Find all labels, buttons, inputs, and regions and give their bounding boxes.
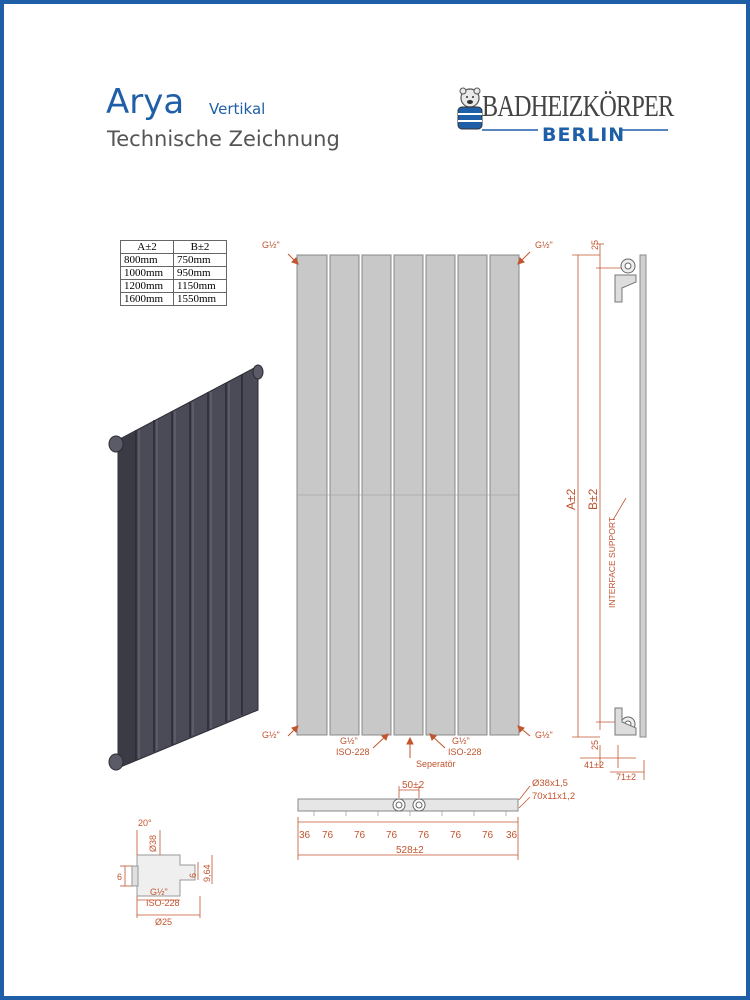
side-height-b: B±2: [586, 488, 600, 510]
side-depth-2: 71±2: [616, 772, 636, 782]
product-title: Arya: [106, 82, 185, 122]
size-table-header-b: B±2: [174, 241, 227, 254]
size-table-cell: 1550mm: [174, 293, 227, 306]
front-connection-bottom-left: G½": [262, 730, 280, 740]
size-table-header-a: A±2: [121, 241, 174, 254]
segment-width: 36: [299, 830, 311, 841]
front-bottom-left-thread: G½": [340, 736, 358, 746]
interface-support-label: INTERFACE SUPPORT: [607, 517, 617, 608]
size-table-cell: 1150mm: [174, 280, 227, 293]
center-distance: 50±2: [402, 780, 425, 791]
top-view: [298, 799, 518, 816]
front-view: [288, 252, 530, 758]
front-bottom-right-standard: ISO-228: [448, 747, 482, 757]
front-connection-bottom-right: G½": [535, 730, 553, 740]
segment-width: 76: [354, 830, 366, 841]
detail-bottom-diameter: Ø25: [155, 917, 173, 927]
detail-thread-1: G½": [150, 887, 168, 897]
detail-pipe-diameter: Ø38: [148, 834, 158, 852]
front-bottom-left-standard: ISO-228: [336, 747, 370, 757]
separator-label: Seperatör: [416, 759, 456, 769]
side-depth-1: 41±2: [584, 760, 604, 770]
total-width: 528±2: [396, 845, 424, 856]
product-subtitle: Vertikal: [209, 100, 266, 118]
segment-width: 36: [506, 830, 518, 841]
side-top-offset: 25: [590, 239, 600, 250]
segment-width: 76: [386, 830, 398, 841]
side-bottom-offset: 25: [590, 739, 600, 750]
detail-angle: 20°: [138, 818, 152, 828]
profile-spec: 70x11x1,2: [532, 791, 576, 802]
detail-left-dim: 6: [117, 872, 123, 882]
side-height-a: A±2: [564, 488, 578, 510]
logo-line-2: BERLIN: [542, 124, 626, 146]
size-table-cell: 1000mm: [121, 267, 174, 280]
size-table-cell: 800mm: [121, 254, 174, 267]
detail-right-dim-1: 6: [188, 872, 198, 878]
side-profile: [615, 255, 646, 737]
size-table-cell: 750mm: [174, 254, 227, 267]
segment-width: 76: [482, 830, 494, 841]
detail-thread-2: ISO-228: [146, 898, 180, 908]
side-view: [572, 244, 644, 780]
segment-width: 76: [450, 830, 462, 841]
segment-width: 76: [418, 830, 430, 841]
size-table-cell: 950mm: [174, 267, 227, 280]
logo-line-1: BADHEIZKÖRPER: [482, 88, 674, 123]
front-bottom-right-thread: G½": [452, 736, 470, 746]
radiator-3d-render: [109, 365, 263, 770]
segment-width: 76: [322, 830, 334, 841]
drawing-description: Technische Zeichnung: [107, 127, 340, 151]
detail-right-dim-2: 9,64: [202, 864, 212, 882]
size-table-cell: 1600mm: [121, 293, 174, 306]
front-connection-top-left: G½": [262, 240, 280, 250]
front-connection-top-right: G½": [535, 240, 553, 250]
pipe-spec: Ø38x1,5: [532, 778, 568, 789]
size-table-cell: 1200mm: [121, 280, 174, 293]
